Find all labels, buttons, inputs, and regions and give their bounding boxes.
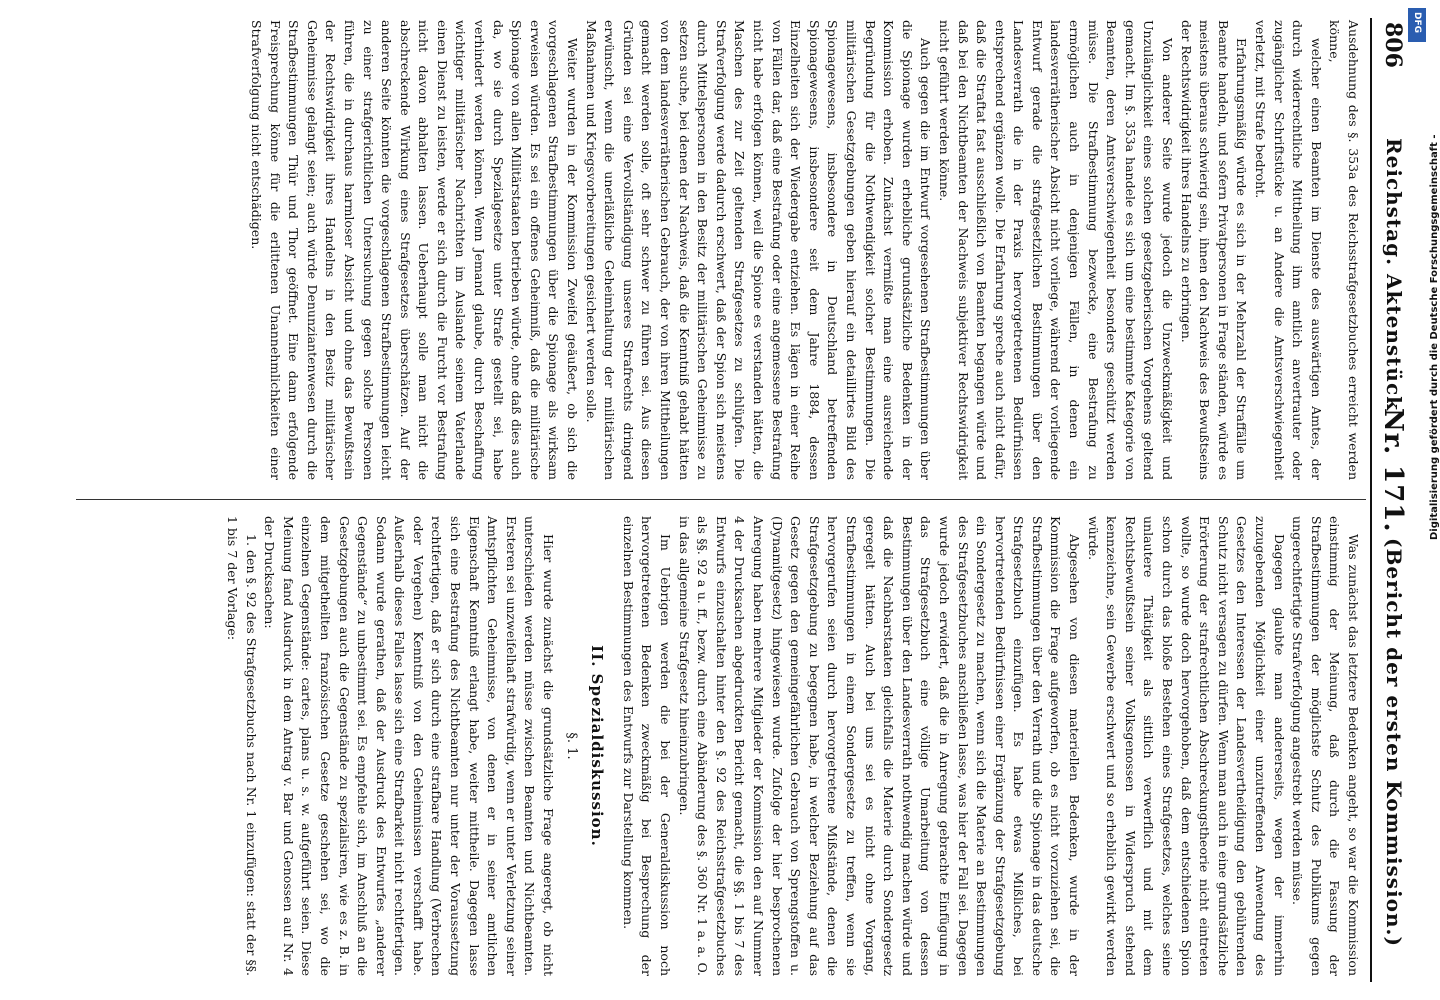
digitization-credit: [1405, 0, 1440, 1000]
paragraph: Erfahrungsmäßig würde es sich in der Mehrzahl der Straffälle um Beamte handeln, und sofern Privatpersonen in Frage ständen, würde es meistens überaus schwierig sein, ihnen den Nachweis des Bewußtseins der Rechtswidrigkeit ihres Handelns zu erbringen.: [1178, 20, 1250, 480]
paragraph: Ausdehnung des §. 353a des Reichsstrafgesetzbuches erreicht werden könne,: [1327, 20, 1361, 480]
right-text-column: [222, 516, 1362, 976]
dfg-logo-text: DFG: [1412, 12, 1422, 34]
paragraph: Hier wurde zunächst die grundsätzliche Frage angeregt, ob nicht unterschieden werden müsse zwischen Beamten und Nichtbeamten. Ersteren sei unzweifelhaft strafwürdig, wenn er unter Verletzung seiner Amtspflichten Geheimnisse, von denen er in seiner amtlichen Eigenschaft Kenntniß erlangt habe, weiter mittheile. Dagegen lasse sich eine Bestrafung des Nichtbeamten nur unter der Voraussetzung rechtfertigen, daß er sich durch eine strafbare Handlung (Verbrechen oder Vergehen) Kenntniß von den Geheimnissen verschafft habe. Außerhalb dieses Falles lasse sich eine Strafbarkeit nicht rechtfertigen. Sodann wurde gerathen, daß der Ausdruck des Entwurfes „anderer Gegenstände“ zu unbestimmt sei. Es empfehle sich, im Anschluß an die Gesetzgebungen auch die Gegenstände zu spezialisiren, wie es z. B. in dem mitgetheilten französischen Gesetze geschehen sei, wo die einzelnen Gegenstände: cartes, plans u. s. w. aufgeführt seien. Diese Meinung fand Ausdruck in dem Antrag v. Bar und Genossen auf Nr. 4 der Drucksachen:: [262, 516, 557, 976]
running-head-left: Reichstag. Aktenstück: [1382, 138, 1406, 411]
running-head-center: Nr. 171.: [1378, 408, 1408, 533]
digitization-credit-text: Digitalisierung gefördert durch die Deutsche Forschungsgemeinschaft -: [1429, 134, 1440, 540]
paragraph: 1. den §. 92 des Strafgesetzbuchs nach Nr. 1 einzufügen: statt der §§. 1 bis 7 der Vorlage:: [224, 516, 259, 976]
paragraph: Weiter wurden in der Kommission Zweifel geäußert, ob sich die vorgeschlagenen Strafbestimmungen über die Spionage als wirksam erweisen würden. Es sei ein offenes Geheimniß, daß die militärische Spionage von allen Militärstaaten betrieben würde, ohne daß dies auch da, wo sie durch Spezialgesetze unter Strafe gestellt sei, habe verhindert werden können. Wenn Jemand glaube, durch Beschaffung wichtiger militärischer Nachrichten im Auslande seinem Vaterlande einen Dienst zu leisten, werde er sich durch die Furcht vor Bestrafung nicht davon abhalten lassen. Ueberhaupt solle man nicht die abschreckende Wirkung eines Strafgesetzes überschätzen. Auf der anderen Seite könnten die vorgeschlagenen Strafbestimmungen leicht zu einer strafgerichtlichen Untersuchung gegen solche Personen führen, die in durchaus harmloser Absicht und ohne das Bewußtsein der Rechtswidrigkeit ihres Handelns in den Besitz militärischer Geheimnisse gelangt seien; auch würde Denunziantenwesen durch die Strafbestimmungen Thür und Thor geöffnet. Eine dann erfolgende Freisprechung könne für die erlittenen Unannehmlichkeiten einer Strafverfolgung nicht entschädigen.: [248, 20, 581, 480]
running-head-right: (Bericht der ersten Kommission.): [1382, 538, 1406, 947]
paragraph: Im Uebrigen werden die bei der Generaldiskussion noch hervorgetretenen Bedenken zweckmäßig bei Besprechung der einzelnen Bestimmungen des Entwurfs zur Darstellung kommen.: [620, 516, 674, 976]
paragraph: Was zunächst das letztere Bedenken angeht, so war die Kommission einstimmig der Meinung, daß durch die Fassung der Strafbestimmungen der möglichste Schutz des Publikums gegen ungerechtfertigte Strafverfolgung angestrebt werden müsse.: [1290, 516, 1361, 976]
paragraph: Auch gegen die im Entwurf vorgesehenen Strafbestimmungen über die Spionage wurden erhebliche grundsätzliche Bedenken in der Kommission erhoben. Zunächst vermißte man eine ausreichende Begründung für die Nothwendigkeit solcher Bestimmungen. Die militärischen Gesetzgebungen geben hierauf ein detaillirtes Bild des Spionagewesens, insbesondere in Deutschland betreffenden Spionagewesens, insbesondere seit dem Jahre 1884, dessen Einzelheiten sich der Wiedergabe entziehen. Es lägen in einer Reihe von Fällen dar, daß eine Bestrafung oder eine angemessene Bestrafung nicht habe erfolgen können, weil die Spione es verstanden hätten, die Maschen des zur Zeit geltenden Strafgesetzes zu schlüpfen. Die Strafverfolgung werde dadurch erschwert, daß der Spion sich meistens durch Mittelspersonen in den Besitz der militärischen Geheimnisse zu setzen suche, bei denen der Nachweis, daß die Kenntniß gehabt hätten von dem landesverrätherischen Gebrauch, der von ihren Mittheilungen gemacht werden solle, oft sehr schwer zu führen sei. Aus diesen Gründen sei eine Vervollständigung unseres Strafrechts dringend erwünscht, wenn die unerläßliche Geheimhaltung der militärischen Maßnahmen und Kriegsvorbereitungen gesichert werden solle.: [583, 20, 934, 480]
section-heading: II. Spezialdiskussion.: [588, 645, 607, 847]
paragraph: Von anderer Seite wurde jedoch die Unzweckmäßigkeit und Unzulänglichkeit eines solchen gesetzgeberischen Vorgehens geltend gemacht. Im §. 353a handele es sich um eine bestimmte Kategorie von Beamten, deren Amtsverschwiegenheit besonders geschützt werden müsse. Die Strafbestimmung bezwecke, eine Bestrafung zu ermöglichen auch in denjenigen Fällen, in denen ein landesverrätherischer Absicht nicht vorliege, während der vorliegende Entwurf gerade die strafgesetzlichen Bestimmungen über den Landesverrath die in der Praxis hervorgetretenen Bedürfnissen entsprechend ergänzen wolle. Die Erfahrung spreche auch nicht dafür, daß die Straftat fast ausschließlich von Beamten begangen würde und daß bei den Nichtbeamten der Nachweis subjektiver Rechtswidrigkeit nicht geführt werden könne.: [936, 20, 1176, 480]
paragraph: welcher einen Beamten im Dienste des auswärtigen Amtes, der durch widerrechtliche Mittheilung ihm amtlich anvertrauter oder zugänglicher Schriftstücke u. an Andere die Amtsverschwiegenheit verletzt, mit Strafe bedroht.: [1253, 20, 1324, 480]
paragraph: Dagegen glaubte man andererseits, wegen der immerhin zuzugebenden Möglichkeit einer unzutreffenden Anwendung des Gesetzes den Interessen der Landesvertheidigung den gebührenden Schutz nicht versagen zu dürfen. Wenn man auch in eine grundsätzliche Erörterung der strafrechtlichen Abschreckungstheorie nicht eintreten wollte, so wurde doch hervorgehoben, daß dem entschiedenen Spion schon durch das bloße Bestehen eines Strafgesetzes, welches seine unlautere Thätigkeit als sittlich verwerflich und mit dem Rechtsbewußtsein seiner Volksgenossen in Widerspruch stehend kennzeichne, sein Gewerbe erschwert und so erheblich gewirkt werden würde.: [1085, 516, 1287, 976]
left-text-column: [246, 20, 1362, 480]
paragraph: Abgesehen von diesen materiellen Bedenken, wurde in der Kommission die Frage aufgeworfen, ob es nicht vorzuziehen sei, die Strafbestimmungen über den Verrath und die Spionage in das deutsche Strafgesetzbuch einzufügen. Es habe etwas Mißliches, bei hervortretenden Bedürfnissen einer Ergänzung der Strafgesetzgebung ein Sondergesetz zu machen, wenn sich die Materie an Bestimmungen des Strafgesetzbuches anschließen lasse, was hier der Fall sei. Dagegen wurde jedoch erwidert, daß die in Anregung gebrachte Einfügung in das Strafgesetzbuch eine völlige Umarbeitung von dessen Bestimmungen über den Landesverrath nothwendig machen würde und daß die Nachbarstaaten gleichfalls die Materie durch Sondergesetz geregelt hätten. Auch bei uns sei es nicht ohne Vorgang, Strafbestimmungen in einem Sondergesetze zu treffen, wenn sie hervorgerufen seien durch hervorgetretene Mißstände, denen die Strafgesetzgebung zu begegnen habe, in welcher Beziehung auf das Gesetz gegen den gemeingefährlichen Gebrauch von Sprengstoffen u. (Dynamitgesetz) hingewiesen wurde. Zufolge der hier besprochenen Anregung haben mehrere Mitglieder der Kommission den auf Nummer 4 der Drucksachen abgedruckten Bericht gemacht, die §§. 1 bis 7 des Entwurfs einzuschalten hinter den §. 92 des Reichsstrafgesetzbuches als §§. 92 a u. ff., bezw. durch eine Abänderung des §. 360 Nr. 1 a. a. O. in das allgemeine Strafgesetz hineinzubringen.: [676, 516, 1083, 976]
page-number: 806: [1380, 22, 1406, 68]
column-divider: [76, 499, 1366, 500]
paragraph-heading: §. 1.: [563, 732, 579, 760]
